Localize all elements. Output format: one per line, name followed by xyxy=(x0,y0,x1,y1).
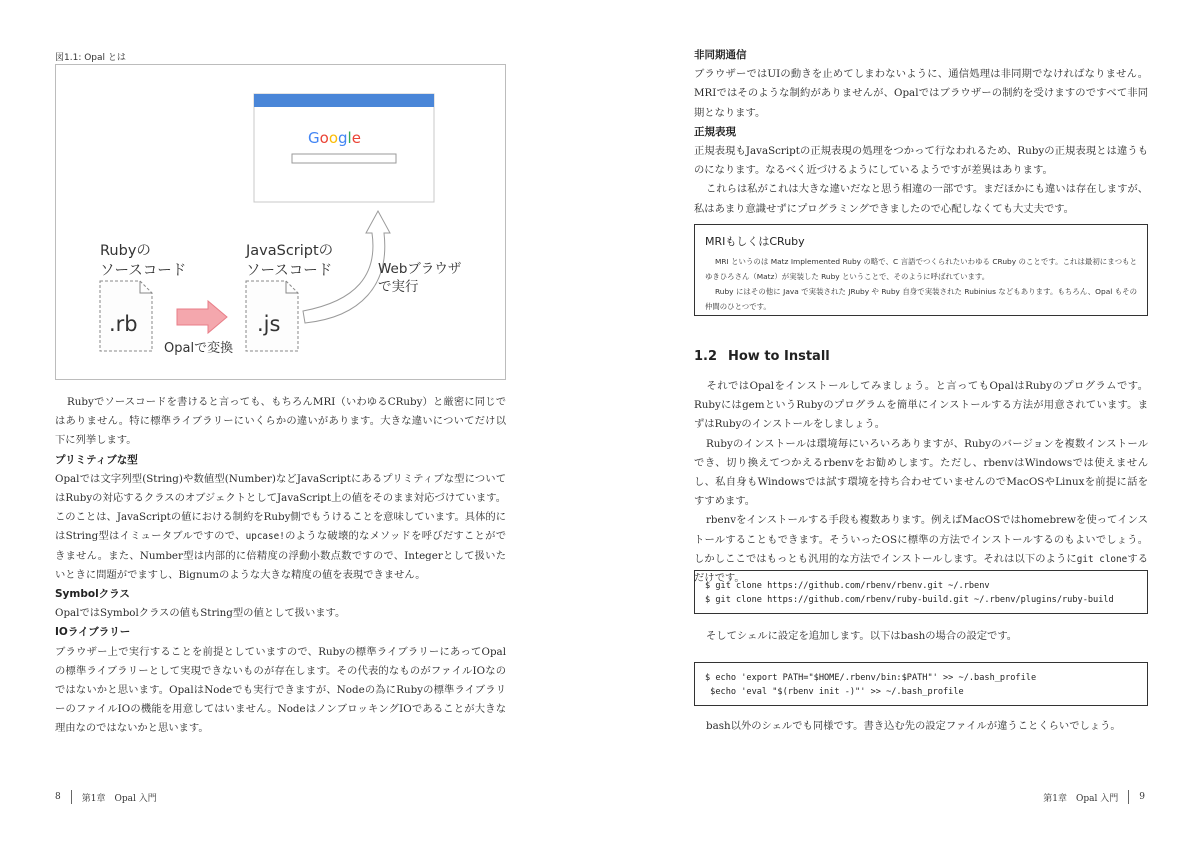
browser-titlebar xyxy=(254,94,434,107)
section-title xyxy=(694,349,830,364)
inline-code-git-clone: git clone xyxy=(1076,553,1128,565)
opal-diagram xyxy=(56,65,507,381)
note-box xyxy=(694,224,1148,316)
rb-file-label: .rb xyxy=(109,312,138,336)
code-block-git-clone: $ git clone https://github.com/rbenv/rbenv.git ~/.rbenv $ git clone https://github.com/rbenv/ruby-build.git ~/.rbenv/plugins/ruby-build xyxy=(694,570,1148,614)
footer-right xyxy=(1043,790,1145,804)
right-page xyxy=(600,0,1200,848)
left-body xyxy=(55,393,506,739)
search-box xyxy=(292,154,396,163)
ruby-label-1: Rubyの xyxy=(100,243,151,259)
install-paragraph-3: rbenvをインストールする手段も複数あります。例えばMacOSではhomebrewを使ってインストールすることもできます。そういったOSに標準の方法でインストールするのもよいでしょう。しかしここではもっとも汎用的な方法でインストールします。それは以下のようにgit cloneするだけです。 xyxy=(694,514,1148,585)
after-code-2-paragraph: bash以外のシェルでも同様です。書き込む先の設定ファイルが違うことくらいでしょう。 xyxy=(706,720,1121,732)
browser-window xyxy=(254,94,434,202)
figure-caption: 図1.1: Opal とは xyxy=(55,53,126,63)
install-body xyxy=(694,377,1148,588)
after-code-1-paragraph: そしてシェルに設定を追加します。以下はbashの場合の設定です。 xyxy=(706,630,1018,642)
section-number: 1.2 xyxy=(694,349,718,364)
opal-figure xyxy=(55,64,506,380)
code-block-bash-profile: $ echo 'export PATH="$HOME/.rbenv/bin:$PATH"' >> ~/.bash_profile $echo 'eval "$(rbenv init -)"' >> ~/.bash_profile xyxy=(694,662,1148,706)
note-text-2: Ruby にはその他に Java で実装された JRuby や Ruby 自身で実装された Rubinius などもあります。もちろん、Opal もその仲間のひとつです。 xyxy=(705,287,1137,311)
google-logo: Google xyxy=(308,129,361,147)
install-paragraph-2: Rubyのインストールは環境毎にいろいろありますが、Rubyのバージョンを複数インストールでき、切り換えてつかえるrbenvをお勧めします。ただし、rbenvはWindowsでは使えませんし、私自身もWindowsでは試す環境を持ち合わせていませんのでMacOSやLinuxを前提に話をすすめます。 xyxy=(694,437,1148,508)
io-paragraph: ブラウザー上で実行することを前提としていますので、Rubyの標準ライブラリーにあってOpalの標準ライブラリーとして実現できないものが存在します。その代表的なものがファイルIOなのではないかと思います。OpalはNodeでも実行できますが、Nodeの為にRubyの標準ライブラリーのファイルIOの機能を用意してはいません。NodeはノンブロッキングIOであることが大きな理由なのではないかと思います。 xyxy=(55,645,506,735)
convert-label: Opalで変換 xyxy=(164,341,234,356)
inline-code-upcase: upcase! xyxy=(245,531,285,543)
heading-regex: 正規表現 xyxy=(694,125,736,138)
heading-async: 非同期通信 xyxy=(694,49,747,61)
browser-label-2: で実行 xyxy=(378,279,419,295)
js-label-2: ソースコード xyxy=(246,263,333,279)
heading-primitive: プリミティブな型 xyxy=(55,453,138,466)
js-label-1: JavaScriptの xyxy=(246,243,334,259)
regex-paragraph-2: これらは私がこれは大きな違いだなと思う相違の一部です。まだほかにも違いは存在しますが、私はあまり意識せずにプログラミングできましたので心配しなくても大丈夫です。 xyxy=(694,183,1148,215)
ruby-label-2: ソースコード xyxy=(100,263,187,279)
primitive-paragraph: Opalでは文字列型(String)や数値型(Number)などJavaScriptにあるプリミティブな型についてはRubyの対応するクラスのオブジェクトとしてJavaScript上の値をそのまま対応づけています。このことは、JavaScriptの値における制約をRuby側でもうけることを意味しています。具体的にはString型はイミュータブルですので、upcase!のような破壊的なメソッドを呼びだすことができません。また、Number型は内部的に倍精度の浮動小数点数ですので、Integerとして扱いたいときに問題がでますし、Bignumのような大きな精度の値を表現できません。 xyxy=(55,472,506,581)
js-file-label: .js xyxy=(257,312,281,336)
chapter-label-left: 第1章 Opal 入門 xyxy=(81,793,157,804)
note-text-1: MRI というのは Matz Implemented Ruby の略で、C 言語でつくられたいわゆる CRuby のことです。これは最初にまつもとゆきひろさん（Matz）が実装した Ruby ということで、そのように呼ばれています。 xyxy=(705,257,1137,281)
browser-label-1: Webブラウザ xyxy=(378,261,462,277)
footer-left xyxy=(55,790,157,804)
page-number-right: 9 xyxy=(1139,792,1145,802)
convert-arrow-icon xyxy=(177,301,227,333)
page-number-left: 8 xyxy=(55,792,61,802)
async-paragraph: ブラウザーではUIの動きを止めてしまわないように、通信処理は非同期でなければなりません。MRIではそのような制約がありませんが、Opalではブラウザーの制約を受けますのですべて非同期となります。 xyxy=(694,68,1148,119)
note-title: MRIもしくはCRuby xyxy=(705,235,805,248)
chapter-label-right: 第1章 Opal 入門 xyxy=(1043,793,1119,804)
install-paragraph-1: それではOpalをインストールしてみましょう。と言ってもOpalはRubyのプログラムです。RubyにはgemというRubyのプログラムを簡単にインストールする方法が用意されています。まずはRubyのインストールをしましょう。 xyxy=(694,380,1148,431)
symbol-paragraph: OpalではSymbolクラスの値もString型の値として扱います。 xyxy=(55,607,346,620)
intro-paragraph: Rubyでソースコードを書けると言っても、もちろんMRI（いわゆるCRuby）と厳密に同じではありません。特に標準ライブラリーにいくらかの違いがあります。大きな違いについてだけ以下に列挙します。 xyxy=(55,396,506,447)
right-body-top xyxy=(694,46,1148,219)
section-title-text: How to Install xyxy=(728,349,830,364)
heading-io: IOライブラリー xyxy=(55,626,131,639)
heading-symbol: Symbolクラス xyxy=(55,588,130,601)
regex-paragraph-1: 正規表現もJavaScriptの正規表現の処理をつかって行なわれるため、Rubyの正規表現とは違うものになります。なるべく近づけるようにしているようですが差異はあります。 xyxy=(694,145,1148,177)
